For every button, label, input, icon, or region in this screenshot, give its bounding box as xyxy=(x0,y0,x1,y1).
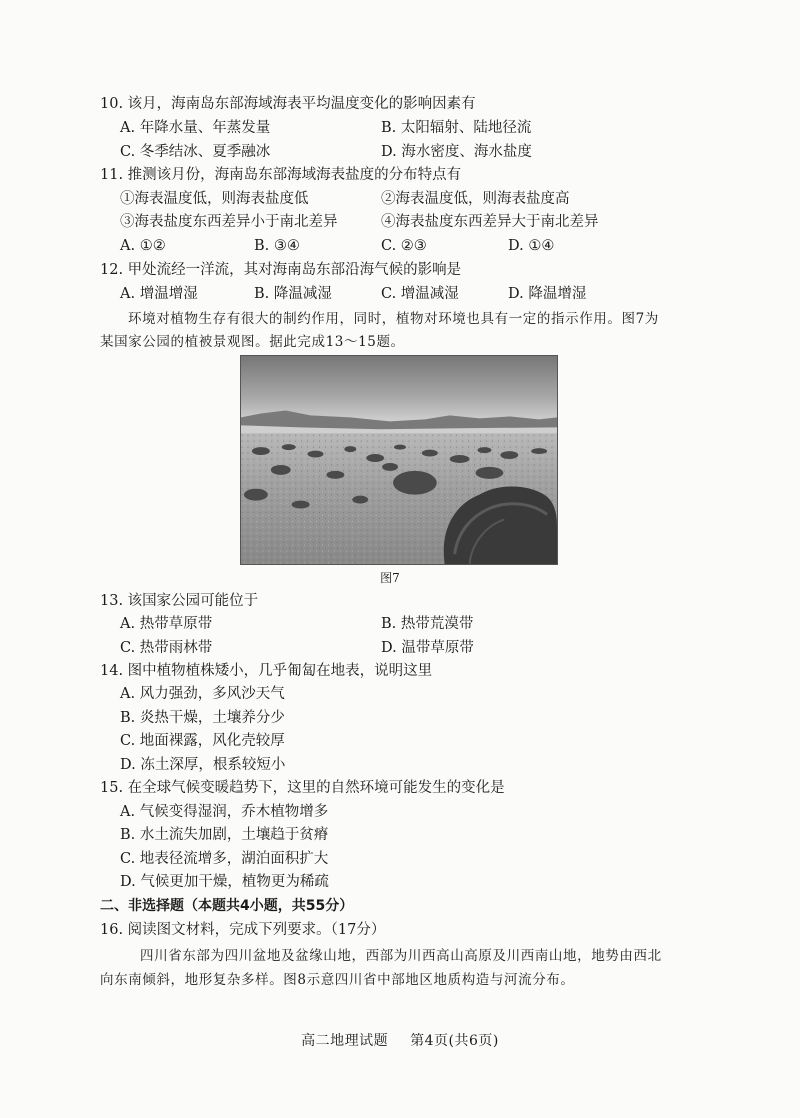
question-16-stem: 16. 阅读图文材料，完成下列要求。（17分） xyxy=(100,922,386,938)
question-10-stem: 10. 该月，海南岛东部海域海表平均温度变化的影响因素有 xyxy=(100,96,476,112)
footer-subject: 高二地理试题 xyxy=(301,1033,389,1049)
q14-option-b: B. 炎热干燥，土壤养分少 xyxy=(120,710,285,726)
q11-option-b: B. ③④ xyxy=(254,238,300,254)
q14-option-d: D. 冻土深厚，根系较短小 xyxy=(120,757,286,773)
q10-option-b: B. 太阳辐射、陆地径流 xyxy=(381,120,532,136)
q15-option-a: A. 气候变得湿润，乔木植物增多 xyxy=(120,804,329,820)
section-heading: 二、非选择题（本题共4小题，共55分） xyxy=(100,898,354,914)
q10-option-a: A. 年降水量、年蒸发量 xyxy=(120,120,271,136)
q13-option-c: C. 热带雨林带 xyxy=(120,640,213,656)
q15-option-d: D. 气候更加干燥，植物更为稀疏 xyxy=(120,874,329,890)
q10-option-c: C. 冬季结冰、夏季融冰 xyxy=(120,144,271,160)
q11-statement-2: ②海表温度低，则海表盐度高 xyxy=(381,191,570,207)
vegetation-landscape-photo xyxy=(240,355,558,565)
q13-option-a: A. 热带草原带 xyxy=(120,616,213,632)
question-13-stem: 13. 该国家公园可能位于 xyxy=(100,593,259,609)
q10-option-d: D. 海水密度、海水盐度 xyxy=(381,144,532,160)
q11-option-d: D. ①④ xyxy=(508,238,555,254)
question-12-stem: 12. 甲处流经一洋流，其对海南岛东部沿海气候的影响是 xyxy=(100,262,462,278)
q15-option-c: C. 地表径流增多，湖泊面积扩大 xyxy=(120,851,329,867)
figure-caption: 图7 xyxy=(380,571,400,585)
page-footer xyxy=(250,1031,550,1051)
q13-option-b: B. 热带荒漠带 xyxy=(381,616,474,632)
q16-material: 四川省东部为四川盆地及盆缘山地，西部为川西高山高原及川西南山地，地势由西北向东南倾斜，地形复杂多样。图8示意四川省中部地区地质构造与河流分布。 xyxy=(100,948,662,988)
footer-page-number: 第4页(共6页) xyxy=(410,1033,499,1049)
q11-option-a: A. ①② xyxy=(120,238,166,254)
q15-option-b: B. 水土流失加剧，土壤趋于贫瘠 xyxy=(120,827,329,843)
material-intro: 环境对植物生存有很大的制约作用，同时，植物对环境也具有一定的指示作用。图7为某国家公园的植被景观图。据此完成13～15题。 xyxy=(100,311,659,350)
q11-option-c: C. ②③ xyxy=(381,238,427,254)
q12-option-c: C. 增温减湿 xyxy=(381,286,459,302)
q11-statement-1: ①海表温度低，则海表盐度低 xyxy=(120,191,309,207)
q14-option-a: A. 风力强劲，多风沙天气 xyxy=(120,686,285,702)
q14-option-c: C. 地面裸露，风化壳较厚 xyxy=(120,733,285,749)
q11-statement-4: ④海表盐度东西差异大于南北差异 xyxy=(381,214,599,230)
q12-option-b: B. 降温减湿 xyxy=(254,286,332,302)
question-15-stem: 15. 在全球气候变暖趋势下，这里的自然环境可能发生的变化是 xyxy=(100,780,505,796)
q11-statement-3: ③海表盐度东西差异小于南北差异 xyxy=(120,214,338,230)
q13-option-d: D. 温带草原带 xyxy=(381,640,474,656)
q12-option-d: D. 降温增湿 xyxy=(508,286,587,302)
question-11-stem: 11. 推测该月份，海南岛东部海域海表盐度的分布特点有 xyxy=(100,167,462,183)
question-14-stem: 14. 图中植物植株矮小，几乎匍匐在地表，说明这里 xyxy=(100,663,433,679)
q12-option-a: A. 增温增湿 xyxy=(120,286,198,302)
